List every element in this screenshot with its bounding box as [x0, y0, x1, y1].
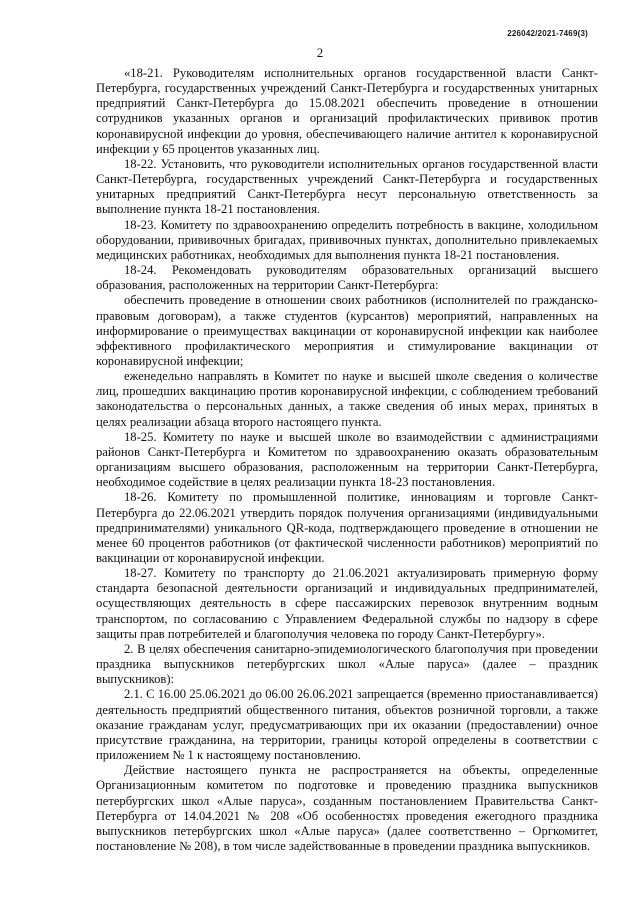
paragraph-18-25: 18-25. Комитету по науке и высшей школе во взаимодействии с администрациями районов Санкт-Петербурга и Комитетом по здравоохранению оказать образовательным организациям высшего образования, расположенным на территории Санкт-Петербурга, необходимое содействие в целях реализации пункта 18-23 постановления.: [96, 429, 598, 490]
document-registration-number: 226042/2021-7469(3): [507, 29, 588, 38]
paragraph-18-24-weekly: еженедельно направлять в Комитет по науке и высшей школе сведения о количестве лиц, прошедших вакцинацию против коронавирусной инфекции, с соблюдением требований законодательства о персональных данных, а также сведения об иных мерах, принятых в целях реализации абзаца второго настоящего пункта.: [96, 369, 598, 429]
paragraph-18-24-provide: обеспечить проведение в отношении своих работников (исполнителей по гражданско-правовым договорам), а также студентов (курсантов) мероприятий, направленных на информирование о преимуществах вакцинации от коронавирусной инфекции как наиболее эффективного профилактического мероприятия и стимулирование вакцинации от коронавирусной инфекции;: [96, 293, 598, 368]
paragraph-2: 2. В целях обеспечения санитарно-эпидемиологического благополучия при проведении праздника выпускников петербургских школ «Алые паруса» (далее – праздник выпускников):: [96, 641, 598, 687]
paragraph-18-21: «18-21. Руководителям исполнительных органов государственной власти Санкт-Петербурга, государственных учреждений Санкт-Петербурга и государственных унитарных предприятий Санкт-Петербурга до 15.08.2021 обеспечить проведение в отношении сотрудников указанных органов и организаций профилактических прививок против коронавирусной инфекции до уровня, обеспечивающего наличие антител к коронавирусной инфекции у 65 процентов указанных лиц.: [96, 66, 598, 156]
page-number: 2: [316, 45, 324, 60]
paragraph-18-26: 18-26. Комитету по промышленной политике, инновациям и торговле Санкт-Петербурга до 22.06.2021 утвердить порядок получения организациями (индивидуальными предпринимателями) уникального QR-кода, подтверждающего проведение в отношении не менее 60 процентов работников (от фактической численности работников) мероприятий по вакцинации от коронавирусной инфекции.: [96, 490, 598, 565]
paragraph-18-27: 18-27. Комитету по транспорту до 21.06.2021 актуализировать примерную форму стандарта безопасной деятельности организаций и индивидуальных предпринимателей, осуществляющих деятельность в сфере пассажирских перевозок внутренним водным транспортом, по согласованию с Управлением Федеральной службы по надзору в сфере защиты прав потребителей и благополучия человека по городу Санкт-Петербургу».: [96, 566, 598, 641]
paragraph-exception: Действие настоящего пункта не распространяется на объекты, определенные Организационным комитетом по подготовке и проведению праздника выпускников петербургских школ «Алые паруса», созданным постановлением Правительства Санкт-Петербурга от 14.04.2021 № 208 «Об особенностях проведения ежегодного праздника выпускников петербургских школ «Алые паруса» (далее соответственно – Оргкомитет, постановление № 208), в том числе задействованные в проведении праздника выпускников.: [96, 763, 598, 853]
paragraph-18-22: 18-22. Установить, что руководители исполнительных органов государственной власти Санкт-Петербурга, государственных учреждений Санкт-Петербурга и государственных унитарных предприятий Санкт-Петербурга несут персональную ответственность за выполнение пункта 18-21 постановления.: [96, 156, 598, 217]
paragraph-18-24: 18-24. Рекомендовать руководителям образовательных организаций высшего образования, расположенных на территории Санкт-Петербурга:: [96, 263, 598, 293]
paragraph-18-23: 18-23. Комитету по здравоохранению определить потребность в вакцине, холодильном оборудовании, прививочных бригадах, прививочных пунктах, дополнительно привлекаемых медицинских работниках, необходимых для выполнения пункта 18-21 постановления.: [96, 217, 598, 262]
document-body: [96, 66, 598, 854]
paragraph-2-1: 2.1. С 16.00 25.06.2021 до 06.00 26.06.2021 запрещается (временно приостанавливается) деятельность предприятий общественного питания, объектов розничной торговли, а также оказание гражданам услуг, предусматривающих при их оказании (предоставлении) очное присутствие гражданина, на территории, границы которой определены в соответствии с приложением № 1 к настоящему постановлению.: [96, 687, 598, 763]
